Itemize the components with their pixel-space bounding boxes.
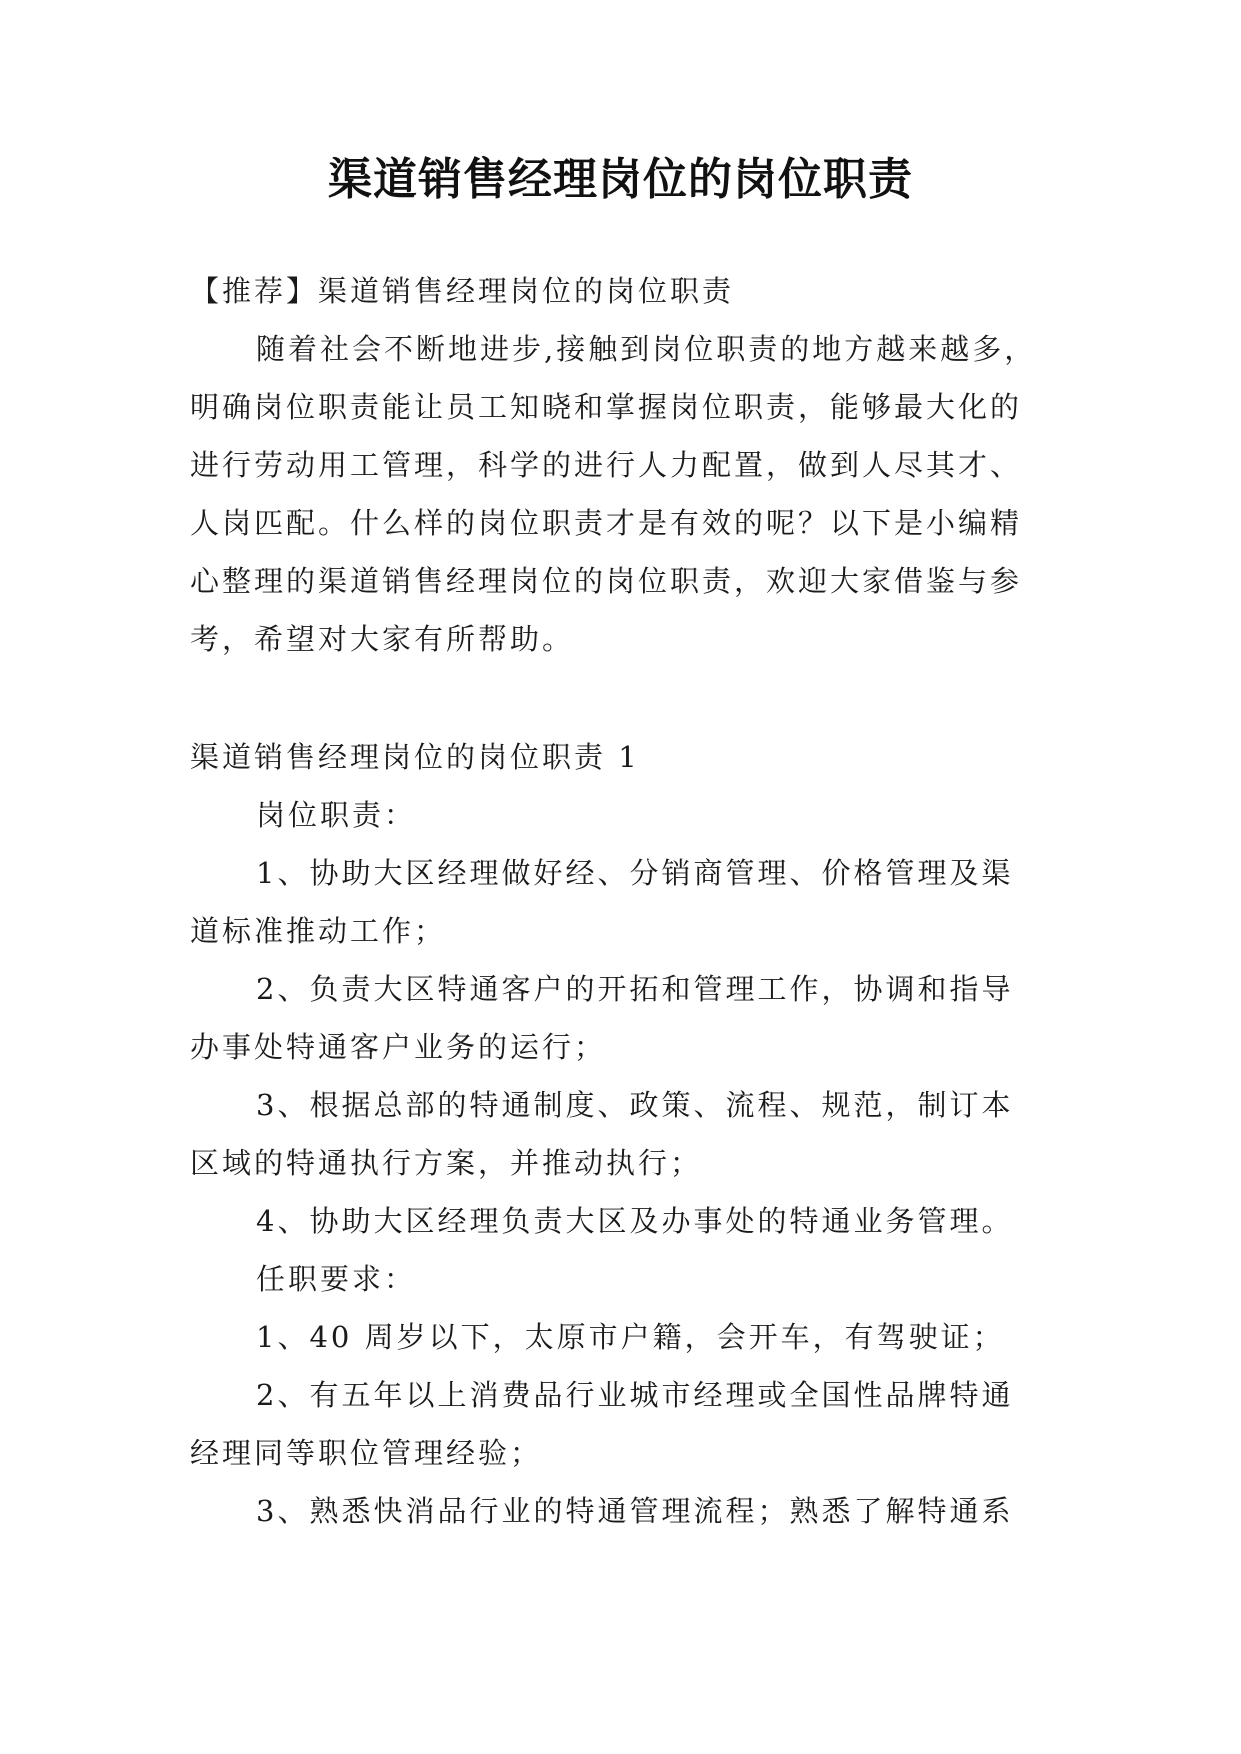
duty-3-line-1: 3、根据总部的特通制度、政策、流程、规范，制订本 [256,1088,1014,1122]
requirement-2-line-2: 经理同等职位管理经验； [190,1436,543,1470]
duty-2-line-2: 办事处特通客户业务的运行； [190,1030,607,1064]
requirement-2-line-1: 2、有五年以上消费品行业城市经理或全国性品牌特通 [256,1378,1014,1412]
duty-1-line-2: 道标准推动工作； [190,914,447,948]
intro-block [190,262,1070,668]
requirements-label: 任职要求： [256,1262,417,1296]
section-heading: 渠道销售经理岗位的岗位职责 1 [190,740,640,774]
document-title: 渠道销售经理岗位的岗位职责 [328,154,913,205]
requirement-1: 1、40 周岁以下，太原市户籍，会开车，有驾驶证； [256,1320,1005,1354]
duty-1-line-1: 1、协助大区经理做好经、分销商管理、价格管理及渠 [256,856,1014,890]
duties-label: 岗位职责： [256,798,417,832]
section-1 [190,728,1070,1540]
duty-3-line-2: 区域的特通执行方案，并推动执行； [190,1146,703,1180]
intro-line-4: 人岗匹配。什么样的岗位职责才是有效的呢？以下是小编精 [190,506,1023,540]
intro-line-2: 明确岗位职责能让员工知晓和掌握岗位职责，能够最大化的 [190,390,1023,424]
recommend-line: 【推荐】渠道销售经理岗位的岗位职责 [190,274,735,308]
intro-line-6: 考，希望对大家有所帮助。 [190,622,575,656]
intro-line-1: 随着社会不断地进步,接触到岗位职责的地方越来越多， [256,332,1037,366]
duty-4: 4、协助大区经理负责大区及办事处的特通业务管理。 [256,1204,1014,1238]
requirement-3-line-1: 3、熟悉快消品行业的特通管理流程；熟悉了解特通系 [256,1494,1014,1528]
intro-line-3: 进行劳动用工管理，科学的进行人力配置，做到人尽其才、 [190,448,1023,482]
duty-2-line-1: 2、负责大区特通客户的开拓和管理工作，协调和指导 [256,972,1014,1006]
intro-line-5: 心整理的渠道销售经理岗位的岗位职责，欢迎大家借鉴与参 [190,564,1023,598]
